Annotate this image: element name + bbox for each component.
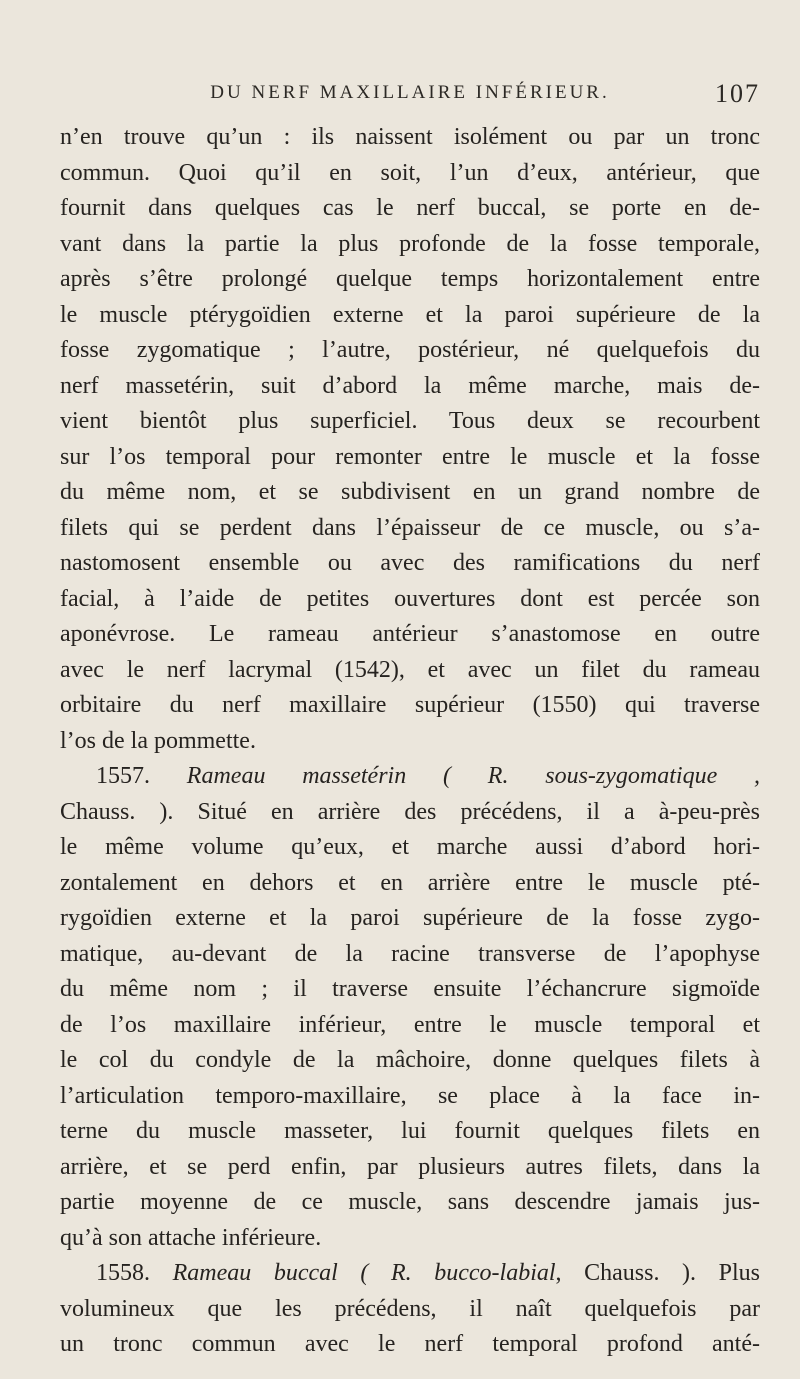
page-number: 107 xyxy=(715,79,760,108)
text-line: fournit dans quelques cas le nerf buccal, se porte en de- xyxy=(60,195,760,221)
text-line: facial, à l’aide de petites ouvertures dont est percée son xyxy=(60,585,760,612)
text-line: partie moyenne de ce muscle, sans descendre jamais jus- xyxy=(60,1189,760,1215)
text-line: sur l’os temporal pour remonter entre le muscle et la fosse xyxy=(60,443,760,470)
text-line: nastomosent ensemble ou avec des ramifications du nerf xyxy=(60,550,760,576)
text-line: le même volume qu’eux, et marche aussi d’abord hori- xyxy=(60,834,760,860)
section-heading-line xyxy=(60,759,760,795)
text-line: après s’être prolongé quelque temps horizontalement entre xyxy=(60,266,760,292)
text-line: commun. Quoi qu’il en soit, l’un d’eux, antérieur, que xyxy=(60,159,760,186)
text-line: fosse zygomatique ; l’autre, postérieur, né quelquefois du xyxy=(60,337,760,363)
text-line: rygoïdien externe et la paroi supérieure de la fosse zygo- xyxy=(60,905,760,931)
text-line: avec le nerf lacrymal (1542), et avec un filet du rameau xyxy=(60,656,760,683)
body-text xyxy=(60,120,760,1363)
text-line: matique, au-devant de la racine transverse de l’apophyse xyxy=(60,940,760,967)
text-line: aponévrose. Le rameau antérieur s’anastomose en outre xyxy=(60,621,760,647)
text-line: l’os de la pommette. xyxy=(60,727,256,754)
text-line: Chauss. ). Situé en arrière des précédens, il a à-peu-près xyxy=(60,798,760,825)
text-line: nerf massetérin, suit d’abord la même marche, mais de- xyxy=(60,372,760,399)
text-line: le muscle ptérygoïdien externe et la paroi supérieure de la xyxy=(60,301,760,328)
running-title: DU NERF MAXILLAIRE INFÉRIEUR. xyxy=(210,82,610,103)
running-head xyxy=(60,79,760,112)
section-number: 1558. xyxy=(96,1260,173,1286)
text-line: terne du muscle masseter, lui fournit quelques filets en xyxy=(60,1118,760,1144)
section-title: Rameau buccal ( R. bucco-labial xyxy=(172,1260,556,1286)
text-line: zontalement en dehors et en arrière entre le muscle pté- xyxy=(60,869,760,896)
section-number: 1557. xyxy=(96,763,187,789)
text-line: du même nom, et se subdivisent en un grand nombre de xyxy=(60,479,760,505)
text-line: vient bientôt plus superficiel. Tous deux se recourbent xyxy=(60,408,760,434)
text-line: filets qui se perdent dans l’épaisseur de ce muscle, ou s’a- xyxy=(60,514,760,541)
text-line: n’en trouve qu’un : ils naissent isolément ou par un tronc xyxy=(60,124,760,150)
section-title-suffix: , Chauss. ). Plus xyxy=(555,1260,760,1286)
section-title: Rameau massetérin ( R. sous-zygomatique , xyxy=(186,763,760,789)
text-line: un tronc commun avec le nerf temporal profond anté- xyxy=(60,1331,760,1357)
text-line: qu’à son attache inférieure. xyxy=(60,1224,322,1251)
text-line: vant dans la partie la plus profonde de la fosse temporale, xyxy=(60,230,760,257)
text-line: volumineux que les précédens, il naît quelquefois par xyxy=(60,1295,760,1322)
text-line: l’articulation temporo-maxillaire, se place à la face in- xyxy=(60,1082,760,1109)
text-line: orbitaire du nerf maxillaire supérieur (1550) qui traverse xyxy=(60,692,760,718)
text-line: le col du condyle de la mâchoire, donne quelques filets à xyxy=(60,1047,760,1073)
text-line: du même nom ; il traverse ensuite l’échancrure sigmoïde xyxy=(60,976,760,1002)
text-line: de l’os maxillaire inférieur, entre le muscle temporal et xyxy=(60,1011,760,1038)
text-line: arrière, et se perd enfin, par plusieurs autres filets, dans la xyxy=(60,1153,760,1180)
section-heading-line xyxy=(60,1256,760,1292)
